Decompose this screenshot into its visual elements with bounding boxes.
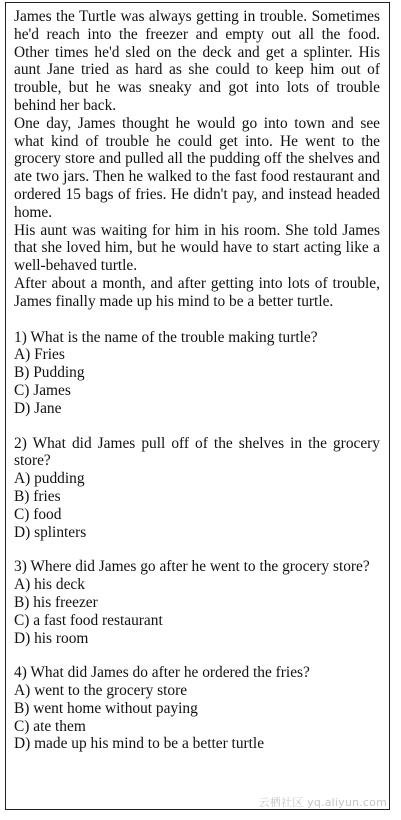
answer-option: D) made up his mind to be a better turtle <box>14 735 265 753</box>
answer-option: B) his freezer <box>14 593 98 611</box>
answer-option: D) Jane <box>14 399 62 417</box>
answer-option: D) splinters <box>14 523 87 541</box>
answer-option: A) his deck <box>14 576 85 594</box>
answer-options <box>14 576 380 647</box>
story-paragraph: One day, James thought he would go into town and see what kind of trouble he could get into. He went to the grocery store and pulled all the pudding off the shelves and ate two jars. Then he walked to the fast food restaurant and ordered 15 bags of fries. He didn't pay, and instead headed home. <box>14 114 380 221</box>
answer-option: A) pudding <box>14 470 85 488</box>
question-2 <box>14 435 380 542</box>
answer-options <box>14 470 380 541</box>
answer-option: B) went home without paying <box>14 699 198 717</box>
answer-option: C) a fast food restaurant <box>14 611 163 629</box>
answer-option: B) Pudding <box>14 364 85 382</box>
watermark: 云栖社区 yq.aliyun.com <box>258 796 387 809</box>
story-paragraph: James the Turtle was always getting in trouble. Sometimes he'd reach into the freezer and empty out all the food. Other times he'd sled on the deck and get a splinter. His aunt Jane tried as hard as she could to keep him out of trouble, but he was sneaky and got into lots of trouble behind her back. <box>14 8 380 114</box>
answer-option: A) went to the grocery store <box>14 682 188 700</box>
question-text: 4) What did James do after he ordered the fries? <box>14 664 310 682</box>
answer-option: C) ate them <box>14 717 86 735</box>
question-4 <box>14 664 380 753</box>
answer-option: A) Fries <box>14 346 65 364</box>
story-paragraph: After about a month, and after getting into lots of trouble, James finally made up his mind to be a better turtle. <box>14 274 380 310</box>
answer-option: D) his room <box>14 629 89 647</box>
answer-options <box>14 346 380 417</box>
question-1 <box>14 329 380 418</box>
question-text: 3) Where did James go after he went to the grocery store? <box>14 558 370 576</box>
story-paragraph: His aunt was waiting for him in his room. She told James that she loved him, but he would have to start acting like a well-behaved turtle. <box>14 221 380 275</box>
answer-options <box>14 682 380 753</box>
worksheet-frame <box>5 2 390 810</box>
answer-option: C) food <box>14 505 62 523</box>
question-3 <box>14 558 380 647</box>
answer-option: C) James <box>14 381 71 399</box>
question-text: 2) What did James pull off of the shelves in the grocery store? <box>14 434 380 470</box>
answer-option: B) fries <box>14 487 61 505</box>
question-text: 1) What is the name of the trouble making turtle? <box>14 328 318 346</box>
question-list <box>14 329 380 754</box>
story-passage <box>14 8 380 311</box>
